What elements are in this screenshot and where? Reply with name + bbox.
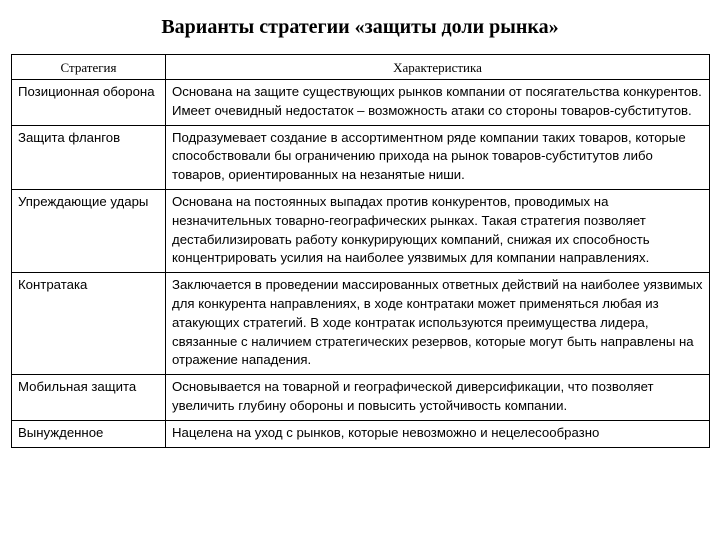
description-cell: Основана на постоянных выпадах против конкурентов, проводимых на незначительных товарно-географических рынках. Такая стратегия позволяет дестабилизировать работу конкурирующих компаний, снижая их способность концентрировать усилия на наиболее уязвимых для компании направлениях.: [166, 189, 710, 272]
description-cell: Нацелена на уход с рынков, которые невозможно и нецелесообразно: [166, 420, 710, 447]
table-row: [12, 80, 710, 126]
strategy-cell: Мобильная защита: [12, 375, 166, 421]
column-header-description: Характеристика: [166, 55, 710, 80]
column-header-strategy: Стратегия: [12, 55, 166, 80]
description-cell: Основывается на товарной и географической диверсификации, что позволяет увеличить глубину обороны и повысить устойчивость компании.: [166, 375, 710, 421]
page-title: Варианты стратегии «защиты доли рынка»: [161, 16, 559, 38]
description-cell: Подразумевает создание в ассортиментном ряде компании таких товаров, которые способствовали бы ограничению прихода на рынок товаров-субститутов либо товаров, ориентированных на незанятые ниши.: [166, 125, 710, 189]
strategy-cell: Упреждающие удары: [12, 189, 166, 272]
table-row: [12, 125, 710, 189]
strategy-cell: Контратака: [12, 273, 166, 375]
strategy-table: [11, 54, 710, 448]
description-cell: Заключается в проведении массированных ответных действий на наиболее уязвимых для конкурента направлениях, в ходе контратаки может применяться любая из атакующих стратегий. В ходе контратак используются преимущества лидера, связанные с наличием стратегических резервов, которые могут быть направлены на отражение нападения.: [166, 273, 710, 375]
table-row: [12, 420, 710, 447]
strategy-cell: Защита флангов: [12, 125, 166, 189]
description-cell: Основана на защите существующих рынков компании от посягательства конкурентов. Имеет очевидный недостаток – возможность атаки со стороны товаров-субститутов.: [166, 80, 710, 126]
strategy-cell: Вынужденное: [12, 420, 166, 447]
table-header-row: [12, 55, 710, 80]
table-row: [12, 273, 710, 375]
table-row: [12, 189, 710, 272]
table-row: [12, 375, 710, 421]
strategy-cell: Позиционная оборона: [12, 80, 166, 126]
